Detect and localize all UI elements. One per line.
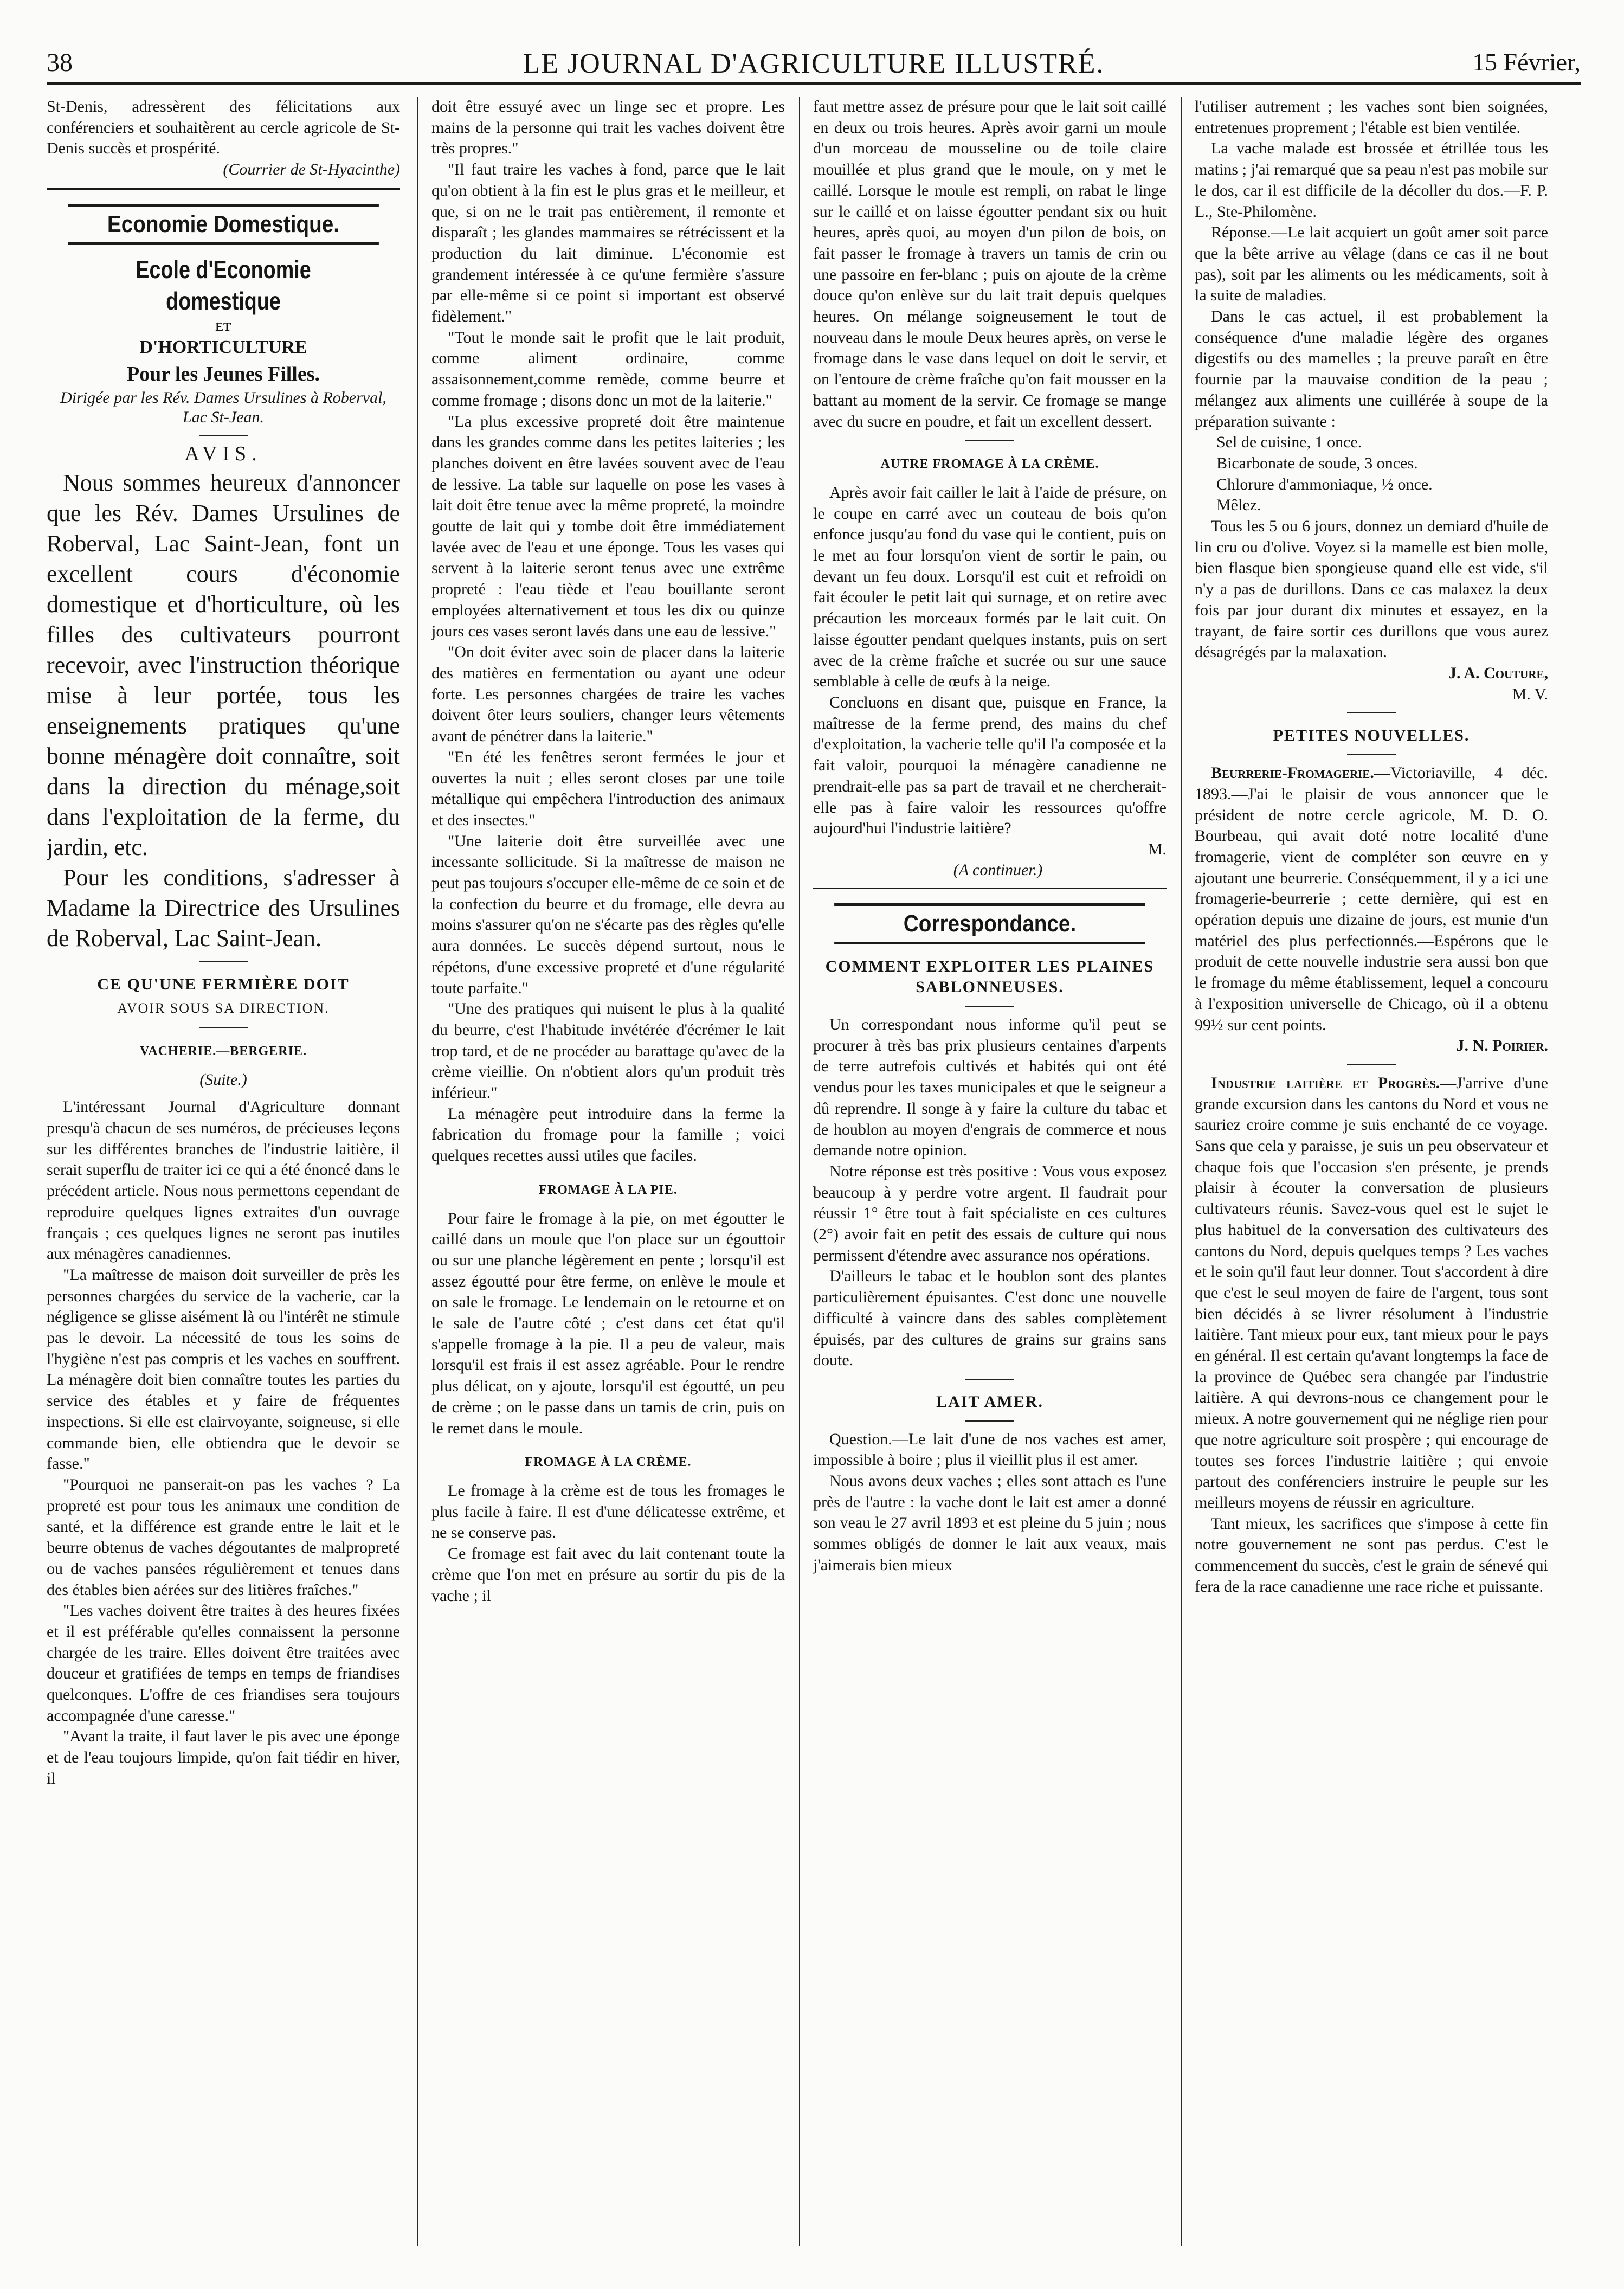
paragraph: Un correspondant nous informe qu'il peut se procurer à très bas prix plusieurs centaines d'arpents de terre autrefois cultivés et habités qui ont été vendus pour les taxes municipales et que le seigneur a dû reprendre. Il songe à y faire la culture du tabac et de houblon au moyen d'engrais de commerce et nous demande notre opinion. [813, 1015, 1167, 1160]
section-rule [813, 888, 1167, 889]
divider [965, 1420, 1014, 1422]
notice-paragraph: Nous sommes heureux d'annoncer que les Rév. Dames Ursulines de Roberval, Lac Saint-Jean, font un excellent cours d'économie domestique et d'horticulture, où les filles des cultivateurs pourront recevoir, avec l'instruction théorique mise à leur portée, tous les enseignements pratiques qu'une bonne ménagère doit connaître, soit dans la direction du ménage,soit dans l'exploitation de la ferme, du jardin, etc. [47, 469, 400, 860]
paragraph: Réponse.—Le lait acquiert un goût amer soit parce que la bête arrive au vêlage (dans ce cas il ne bout pas), soit par les aliments ou les médicaments, soit à la suite de maladies. [1195, 223, 1548, 305]
paragraph [1195, 763, 1548, 1036]
subsection-heading: AUTRE FROMAGE À LA CRÈME. [880, 457, 1099, 472]
paragraph: La ménagère peut introduire dans la ferme la fabrication du fromage pour la famille ; voici quelques recettes aussi utiles que faciles. [431, 1104, 785, 1165]
school-audience: Pour les Jeunes Filles. [126, 362, 320, 385]
article-title: LAIT AMER. [936, 1392, 1043, 1411]
continuation-note: (Suite.) [199, 1070, 247, 1089]
article-title: CE QU'UNE FERMIÈRE DOIT [97, 975, 350, 993]
signature: J. A. Couture, [1448, 664, 1548, 682]
divider [965, 1006, 1014, 1007]
column-divider [417, 97, 418, 2246]
paragraph: "Une des pratiques qui nuisent le plus à la qualité du beurre, c'est l'habitude invétérée d'écrémer le lait trop tard, et de ne procéder au barattage qu'avec de la crème vieillie. On n'obtient alors qu'un produit très inférieur." [431, 1000, 785, 1102]
divider [199, 961, 248, 962]
issue-date: 15 Février, [1472, 48, 1581, 76]
article-title: PETITES NOUVELLES. [1273, 726, 1470, 745]
signature: M. V. [1512, 685, 1548, 703]
divider [965, 1379, 1014, 1380]
paragraph: Dans le cas actuel, il est probablement la conséquence d'une maladie légère des organes digestifs ou des mamelles ; la preuve paraît en être fournie par la mauvaise condition de la peau ; mélangez aux aliments une cuillérée à soupe de la préparation suivante : [1195, 307, 1548, 430]
paragraph: Ce fromage est fait avec du lait contenant toute la crème que l'on met en présure au sortir du pis de la vache ; il [431, 1545, 785, 1605]
paragraph: faut mettre assez de présure pour que le lait soit caillé en deux ou trois heures. Après avoir garni un moule d'un morceau de mousseline ou de toile claire mouillée et plus grand que le moule, on y met le caillé. Lorsque le moule est rempli, on rabat le linge sur le caillé et on laisse égoutter pendant six ou huit heures, après quoi, au moyen d'un pilon de bois, on fait passer le fromage à travers un tamis de crin ou une passoire en fer-blanc ; puis on ajoute de la crème douce qu'on enlève sur du lait trait depuis quelques heures. On mélange soigneusement le tout de nouveau dans le moule Deux heures après, on verse le fromage dans le vase dans lequel on doit le servir, et on l'entoure de crème fraîche qu'on fait mousser en la battant au moment de la servir. Ce fromage se mange avec du sucre en poudre, et fait un excellent dessert. [813, 98, 1167, 430]
section-rule [47, 188, 400, 190]
paragraph: "Tout le monde sait le profit que le lait produit, comme aliment ordinaire, comme assaisonnement,comme remède, comme beurre et comme fromage ; disons donc un mot de la laiterie." [431, 328, 785, 409]
paragraph: "Les vaches doivent être traites à des heures fixées et il est préférable qu'elles connaissent la personne chargée de les traire. Elles doivent être traitées avec douceur et gratifiées de temps en temps de friandises quelconques. L'offre de ces friandises sera toujours accompagnée d'une caresse." [47, 1602, 400, 1725]
item-heading: Industrie laitière et Progrès. [1211, 1073, 1440, 1092]
conjunction: ET [215, 319, 231, 333]
paragraph: Nous avons deux vaches ; elles sont attach es l'une près de l'autre : la vache dont le lait est amer a donné son veau le 27 avril 1893 et est pleine du 5 juin ; nous sommes obligés de donner le lait aux veaux, mais j'aimerais bien mieux [813, 1472, 1167, 1574]
continuation-note: (A continuer.) [953, 860, 1043, 879]
paragraph: l'utiliser autrement ; les vaches sont bien soignées, entretenues proprement ; l'étable est bien ventilée. [1195, 98, 1548, 137]
article-title: COMMENT EXPLOITER LES PLAINES SABLONNEUSES. [825, 957, 1155, 996]
paragraph: La vache malade est brossée et étrillée tous les matins ; j'ai remarqué que sa peau n'est pas mobile sur le dos, car il est difficile de la décoller du dos.—F. P. L., Ste-Philomène. [1195, 139, 1548, 221]
divider [199, 435, 248, 436]
paragraph: "Il faut traire les vaches à fond, parce que le lait qu'on obtient à la fin est le plus gras et le meilleur, et que, si on ne le trait pas entièrement, il remonte et disparaît ; les glandes mammaires se rétrécissent et la production du lait diminue. L'économie est grandement intéressée à ce qu'une fermière s'assure par elle-même si ce point si important est observé fidèlement." [431, 160, 785, 326]
signature: M. [1148, 840, 1167, 858]
paragraph: Concluons en disant que, puisque en France, la maîtresse de la ferme prend, des mains du chef d'exploitation, la vacherie telle qu'il l'a composée et la fait valoir, pourquoi la ménagère canadienne ne prendrait-elle pas sa part de travail et ne chercherait-elle pas à faire valoir les ressources qu'offre aujourd'hui l'industrie laitière? [813, 693, 1167, 838]
section-heading: Economie Domestique. [68, 204, 379, 245]
paragraph: doit être essuyé avec un linge sec et propre. Les mains de la personne qui trait les vaches doivent être très propres." [431, 98, 785, 158]
journal-title: LE JOURNAL D'AGRICULTURE ILLUSTRÉ. [523, 48, 1105, 79]
page-number: 38 [47, 48, 73, 77]
column-divider [1181, 97, 1182, 2246]
paragraph: St-Denis, adressèrent des félicitations aux conférenciers et souhaitèrent au cercle agricole de St-Denis succès et prospérité. [47, 98, 400, 158]
item-text: —J'arrive d'une grande excursion dans les cantons du Nord et vous ne sauriez croire comme je suis enchanté de ce voyage. Sans que cela y paraisse, je suis un peu observateur et chaque fois que l'occasion s'en présente, je prends plaisir à écouter la conversation de plusieurs cultivateurs réunis. Savez-vous quel est le sujet le plus habituel de la conversation des cultivateurs des cantons du Nord, depuis quelques temps ? Les vaches et le soin qu'il faut leur donner. Tout s'accordent à dire que c'est le seul moyen de faire de l'argent, tous sont bien décidés à se livrer résolument à l'industrie laitière. Tant mieux pour eux, tant mieux pour le pays en général. Il est certain qu'avant longtemps la face de la province de Québec sera changée par l'industrie laitière. A qui devrons-nous ce changement pour le mieux. A notre gouvernement qui ne néglige rien pour que notre agriculture soit prospère ; qui encourage de toutes ses forces l'industrie laitière ; qui envoie partout des conférenciers instruire le peuple sur les meilleurs moyens de réussir en agriculture. [1195, 1073, 1548, 1512]
ingredient: Sel de cuisine, 1 once. [1216, 433, 1362, 452]
divider [199, 1027, 248, 1028]
signature: J. N. Poirier. [1456, 1037, 1548, 1055]
paragraph: "La maîtresse de maison doit surveiller de près les personnes chargées du service de la vacherie, car la négligence se glisse aisément là ou l'intérêt ne stimule pas le devoir. La nécessité de tous les soins de l'hygiène n'est pas compris et les vaches en souffrent. La ménagère doit bien connaître toutes les parties du service des étables et y faire de fréquentes inspections. Si elle est clairvoyante, soigneuse, si elle commande bien, elle obtiendra que le devoir se fasse." [47, 1265, 400, 1473]
column-1 [47, 97, 400, 2246]
divider [1347, 712, 1396, 713]
subsection-heading: FROMAGE À LA CRÈME. [525, 1455, 692, 1470]
column-divider [799, 97, 800, 2246]
paragraph: Question.—Le lait d'une de nos vaches est amer, impossible à boire ; plus il vieillit plus il est amer. [813, 1430, 1167, 1469]
page-header [47, 48, 1581, 85]
notice-paragraph: Pour les conditions, s'adresser à Madame la Directrice des Ursulines de Roberval, Lac Saint-Jean. [47, 864, 400, 951]
column-4 [1195, 97, 1548, 2246]
divider [1347, 1064, 1396, 1065]
school-subtitle: D'HORTICULTURE [139, 337, 307, 357]
ingredient: Bicarbonate de soude, 3 onces. [1216, 454, 1418, 472]
school-title: Ecole d'Economie domestique [136, 255, 311, 315]
divider [1347, 754, 1396, 755]
item-text: —Victoriaville, 4 déc. 1893.—J'ai le plaisir de vous annoncer que le président de notre cercle agricole, M. D. O. Bourbeau, qui avait doté notre localité d'une fromagerie, vient de compléter son œuvre en y ajoutant une beurrerie. Conséquemment, il y a ici une fromagerie-beurrerie ; cette dernière, qui est en opération depuis une dizaine de jours, est munie d'un matériel des plus perfectionnés.—Espérons que le produit de cette nouvelle industrie sera aussi bon que le fromage du même établissement, lequel a concouru à l'exposition universelle de Chicago, où il a obtenu 99½ sur cent points. [1195, 764, 1548, 1034]
paragraph: L'intéressant Journal d'Agriculture donnant presqu'à chacun de ses numéros, de précieuses leçons sur les différentes branches de l'industrie laitière, il serait superflu de traiter ici ce qui a été énoncé dans le précédent article. Nous nous permettons cependant de reproduire quelques lignes extraites d'un ouvrage français ; ces quelques lignes ne seront pas inutiles aux ménagères canadiennes. [47, 1098, 400, 1263]
paragraph: "Avant la traite, il faut laver le pis avec une éponge et de l'eau toujours limpide, qu'on fait tiédir en hiver, il [47, 1727, 400, 1788]
column-2 [431, 97, 785, 2246]
paragraph: "On doit éviter avec soin de placer dans la laiterie des matières en fermentation ou ayant une odeur forte. Les personnes chargées de traire les vaches doivent ôter leurs souliers, changer leurs vêtements avant de pénétrer dans la laiterie." [431, 643, 785, 745]
divider [965, 440, 1014, 441]
paragraph: "La plus excessive propreté doit être maintenue dans les grandes comme dans les petites laiteries ; les planches doivent en être lavées souvent avec de l'eau de lessive. La table sur laquelle on pose les vases à lait doit être tenue avec la même propreté, la moindre goutte de lait qui y tombe doit être immédiatement lavée avec de l'eau et une éponge. Tous les vases qui servent à la laiterie seront tenus avec une extrême propreté : l'eau tiède et l'eau bouillante seront employées alternativement et tous les dix ou quinze jours ces vases seront lavés dans une eau de lessive." [431, 412, 785, 640]
paragraph: Le fromage à la crème est de tous les fromages le plus facile à faire. Il est d'une délicatesse extrême, et ne se conserve pas. [431, 1482, 785, 1542]
source-credit: (Courrier de St-Hyacinthe) [223, 160, 400, 179]
section-heading: Correspondance. [834, 903, 1145, 944]
paragraph: Pour faire le fromage à la pie, on met égoutter le caillé dans un moule que l'on place sur un égouttoir ou sur une planche légèrement en pente ; lorsqu'il est assez égoutté pour être ferme, on enlève le moule et on sale le fromage. Le lendemain on le retourne et on le sale de l'autre côté ; c'est dans cet état qu'il s'appelle fromage à la pie. Il a peu de valeur, mais lorsqu'il est frais il est assez agréable. Pour le rendre plus délicat, on y ajoute, lorsqu'il est égoutté, un peu de crème ; on le passe dans un tamis de crin, puis on le remet dans le moule. [431, 1209, 785, 1437]
notice-heading: AVIS. [184, 442, 262, 465]
column-3 [813, 97, 1167, 2246]
paragraph: Tant mieux, les sacrifices que s'impose à cette fin notre gouvernement ne sont pas perdus. C'est le commencement du succès, c'est le grain de sénevé qui fera de la race canadienne une race riche et puissante. [1195, 1514, 1548, 1596]
article-subtitle: AVOIR SOUS SA DIRECTION. [117, 1000, 330, 1017]
paragraph: Après avoir fait cailler le lait à l'aide de présure, on le coupe en carré avec un couteau de bois qu'on enfonce jusqu'au fond du vase qui le contient, puis on le met au four lorsqu'on vient de sortir le pain, ou devant un feu doux. Lorsqu'il est cuit et refroidi on fait écouler le petit lait qui surnage, et on retire avec précaution les morceaux formés par le lait cuit. On laisse égoutter pendant quelques instants, puis on sert avec de la crème fraîche et sucrée ou sur une sauce semblable à celle de œufs à la neige. [813, 483, 1167, 691]
paragraph: D'ailleurs le tabac et le houblon sont des plantes particulièrement épuisantes. C'est donc une nouvelle difficulté à vaincre dans des sables complètement épuisés, par des cultures de grains sur grains sans doute. [813, 1267, 1167, 1369]
school-direction: Dirigée par les Rév. Dames Ursulines à Roberval, Lac St-Jean. [60, 388, 386, 426]
ingredient: Chlorure d'ammoniaque, ½ once. [1216, 475, 1433, 493]
subsection-heading: VACHERIE.—BERGERIE. [140, 1044, 307, 1058]
subsection-heading: FROMAGE À LA PIE. [539, 1182, 678, 1197]
paragraph: "Pourquoi ne panserait-on pas les vaches ? La propreté est pour tous les animaux une condition de santé, et la différence est grande entre le lait et le beurre obtenus de vaches dégoutantes de malpropreté ou de vaches pansées régulièrement et tenues dans des étables bien aérées sur des litières fraîches." [47, 1475, 400, 1599]
paragraph: Tous les 5 ou 6 jours, donnez un demiard d'huile de lin cru ou d'olive. Voyez si la mamelle est bien molle, bien flasque bien spongieuse quand elle est vide, s'il n'y a pas de durillons. Dans ce cas malaxez la deux fois par jour durant dix minutes et essayez, en la trayant, de faire sortir ces durillons que vous aurez désagrégés par la malaxation. [1195, 517, 1548, 661]
paragraph: Notre réponse est très positive : Vous vous exposez beaucoup à y perdre votre argent. Il faudrait pour réussir 1° être tout à fait spécialiste en ces cultures (2°) avoir fait en petit des essais de culture qui nous permissent d'étendre avec assurance nos opérations. [813, 1162, 1167, 1264]
ingredient: Mêlez. [1216, 496, 1261, 515]
paragraph: "En été les fenêtres seront fermées le jour et ouvertes la nuit ; elles seront closes par une toile métallique qui empêchera l'introduction des animaux et des insectes." [431, 748, 785, 829]
paragraph [1195, 1073, 1548, 1514]
paragraph: "Une laiterie doit être surveillée avec une incessante sollicitude. Si la maîtresse de maison ne peut pas toujours s'occuper elle-même de ce soin et de la confection du beurre et du fromage, elle devra au moins s'assurer qu'on ne s'écarte pas des règles qu'elle aura données. Le succès dépend surtout, nous le répétons, d'une excessive propreté et d'une régularité toute parfaite." [431, 832, 785, 997]
item-heading: Beurrerie-Fromagerie. [1211, 764, 1374, 782]
